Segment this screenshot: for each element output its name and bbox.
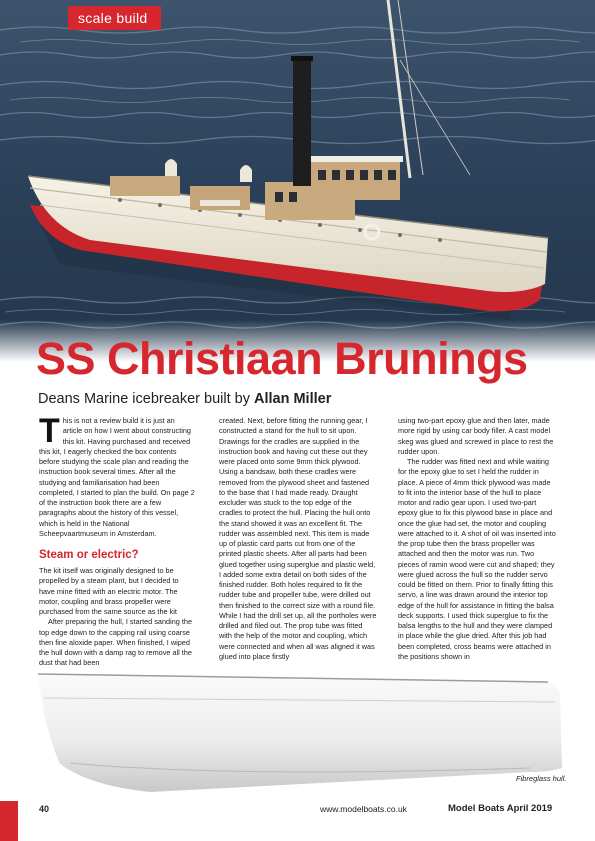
article-column-3 <box>398 416 556 662</box>
footer-url: www.modelboats.co.uk <box>320 804 407 814</box>
body-paragraph: created. Next, before fitting the running gear, I constructed a stand for the hull to sit upon. Drawings for the cradles are supplied in the instruction book and having cut these out they were placed onto some 9mm thick plywood. Using a bandsaw, both these cradles were removed from the plywood sheet and fastened to the base that I had made ready. Draught excluder was stuck to the top edge of the cradles to protect the hull. Placing the hull onto the stand showed it was an excellent fit. The rudder was assembled next. This item is made up of plastic card parts cut from one of the printed plastic sheets. After all parts had been glued together using superglue and plastic weld, I added some extra detail on both sides of the finished rudder. Both holes required to fit the rudder tube and propeller tube, were drilled out then finished to the correct size with a round file. While I had the drill set up, all the portholes were drilled and filed out. The prop tube was fitted with the help of the motor and coupling, which were connected and when all was aligned it was glued into place firstly <box>219 416 377 661</box>
hull-photo-caption: Fibreglass hull. <box>516 774 567 783</box>
article-column-2 <box>219 416 377 662</box>
footer-accent-bar <box>0 801 18 841</box>
body-paragraph: The rudder was fitted next and while waiting for the epoxy glue to set I held the rudder in place. A piece of 4mm thick plywood was made to fit into the interior base of the hull to place motor and radio gear upon. I used two-part epoxy glue to fix this plywood base in place and once the glue had set, the motor and coupling were attached to it. A shot of oil was inserted into the prop tube then the brass propeller was attached and then the motor was run. Two pieces of ramin wood were cut and shaped; they were glued across the hull so the rudder servo could be fitted on them. Prior to finally fitting this servo, a line was drawn around the interior top edge of the hull for assistance in fitting the balsa deck supports. I used thick superglue to fix the balsa lengths to the hull and they were clamped in place while the glue dried. After this job had been completed, cross beams were attached in the positions shown in <box>398 457 556 661</box>
hero-photo-model-icebreaker <box>0 0 595 362</box>
footer-magazine-issue: Model Boats April 2019 <box>448 803 553 814</box>
subheading-steam-or-electric: Steam or electric? <box>39 549 139 561</box>
standfirst-prefix: Deans Marine icebreaker built by <box>38 391 254 407</box>
fibreglass-hull-image <box>30 668 570 792</box>
model-boat-on-water-image <box>0 0 595 362</box>
body-paragraph: The kit itself was originally designed to be propelled by a steam plant, but I decided to have mine fitted with an electric motor. The motor, coupling and brass propeller were purchased from the same source as the kit <box>39 566 179 616</box>
article-title: SS Christiaan Brunings <box>36 333 528 384</box>
author-name: Allan Miller <box>254 391 332 407</box>
intro-text: his is not a review build it is just an article on how I went about constructing this kit. Having purchased and received this kit, I eagerly checked the box contents before studying the scale plan and reading the instruction book several times. After all the studying and familiarisation had been completed, I started to plan the build. On page 2 of the instruction book there are a few paragraphs about the history of this vessel, which is held in the National Scheepvaartmuseum in Amsterdam. <box>39 416 195 538</box>
article-column-1 <box>39 412 195 669</box>
body-paragraph: using two-part epoxy glue and then later, made more rigid by using car body filler. A cast model skeg was glued and screwed in place to rest the rudder upon. <box>398 416 554 456</box>
section-tag: scale build <box>68 6 161 30</box>
body-paragraph: After preparing the hull, I started sanding the top edge down to the capping rail using coarse then fine aloxide paper. When finished, I wiped the hull down with a damp rag to remove all the dust that had been <box>39 617 192 668</box>
drop-cap: T <box>39 412 60 450</box>
page-number: 40 <box>39 804 50 814</box>
intro-paragraph <box>39 412 195 539</box>
standfirst <box>38 391 331 407</box>
